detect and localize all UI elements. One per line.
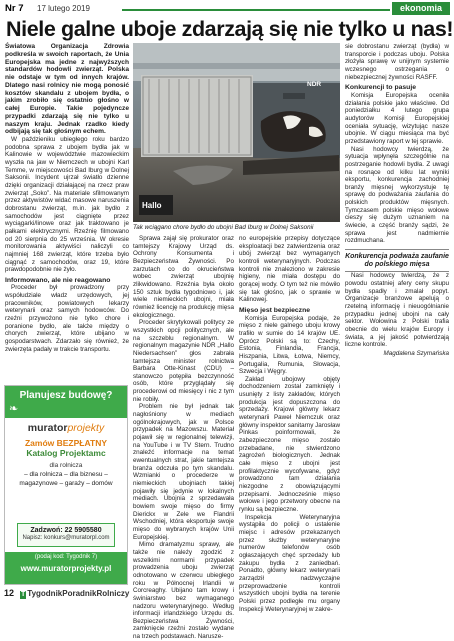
paragraph: Komisja Europejska oceniła działania polskie jako właściwe. Od poniedziałku 4 lutego grupa audytorów Komisji Europejskiej oceniała sytuację, wizytując nasze ubojnie. W ciągu miesiąca ma być przedstawiony raport w tej sprawie. [345,91,449,145]
ad-subtitle: dla rolnicza [49,462,83,469]
page-footer [4,588,450,598]
page-number: 12 [4,588,15,598]
cattle-truck-photo [133,43,340,222]
page-header [0,0,454,17]
paragraph: Proceder był prowadzony przy współudziale władz urzędowych, jej pracowników, powiatowych lekarzy weterynarii oraz samych hodowców. Do rzeźni przywożono nie tylko chore i poranione bydło, ale także między o chorych zwierząt, które ubijano w gospodarstwach. Zdarzało się również, że zwierzęta padały w trakcie transportu. [5,284,129,353]
subheading: Mięso jest bezpieczne [239,306,311,314]
section-tab: ekonomia [392,2,450,15]
pull-quote: Konkurencja podważa zaufanie do polskiego mięsa [345,249,449,272]
ad-phone[interactable]: Zadzwoń: 22 5905580 [30,527,102,534]
paragraph: W paździeniku ubiegłego roku bardzo podobna sprawa z ubojem bydła jak w Kalinowie w województwie mazowieckim wyszła na jaw w Niemczech w ubojni Karl Temme, w miejscowości Bad Iburg w Dolnej Saksonii. Incydent ujrzał światło dzienne dzięki organizacji działającej na rzecz praw zwierząt „Soko”. Na materiale sfilmowanym przez aktywistów widać masowe naruszenia dobrostanu zwierząt, m.in. jak bydło z samochodów jest ciągnięte przez wyciągarki/linowe oraz jak traktowano je pałkami elektrycznymi. Rzeźnię filmowano od 20 sierpnia do 25 września. W okresie monitorowania aktywiści naliczyli co najmniej 168 zwierząt, które trzeba było ciągnąć z samochodów, oraz 19, które prawdopodobnie nie żyło. [5,136,129,274]
article-column-1 [5,43,129,353]
article-photo [133,43,340,222]
paragraph: sie dobrostanu zwierząt (bydła) w transporcie i podczas uboju. Polska złożyła sprawę w unijnym systemie wczesnego ostrzegania o niebezpiecznej żywności RASFF. [345,43,449,81]
article-lead: Światowa Organizacja Zdrowia podkreśla w swoich raportach, że Unia Europejska ma jedne z najwyższych standardów hodowli zwierząt. Polska nie odstaje w tym od innych krajów. Dlatego nasi rolnicy nie mogą ponosić kosztów skandalu z ubojem bydła, o jakim zrobiło się ostatnio głośno w całej Europie. Takie pojedyncze przypadki zdarzają się nie tylko u naszym kraju. Jednak rzadko kiedy odbijają się tak głośnym echem. [5,43,129,136]
ad-offer: Zamów BEZPŁATNY Katalog Projektamc [24,438,107,458]
photo-ndr-label: NDR [307,81,322,88]
author-signature: Magdalena Szymańska [383,349,449,357]
paragraph: Sprawa zajął się prokurator oraz tamtejszy Krajowy Urząd ds. Ochrony Konsumenta i Bezpieczeństwa Żywności. Po zarzutach co do okrucieństwa wobec zwierząt ubojnię zlikwidowano. Rzeźnia była około 150 sztuk bydła tygodniowo i, jak wiele niemieckich ubojni, miała również licencję na produkcję mięsa ekologicznego. [133,235,234,319]
ad-email[interactable]: Napisz: konkurs@muratorpl.com [22,535,110,541]
paragraph: no europejskie przepisy dotyczące eksploatacji bez zatwierdzenia oraz ubój zwierząt bez wymaganych kontroli weterynaryjnych. Podczas kontroli nie znaleziono w zakresie higieny, nie miała dostępu do gorącej wody. O tym też nie mówiło się tak głośno, jak o sprawie w Kalinowej. [239,235,340,304]
ad-title: Planujesz budowę? [19,390,113,401]
ad-footer [5,552,127,584]
advertisement[interactable] [4,385,128,585]
paragraph: Inspekcja Weterynaryjna wystąpiła do policji o ustalenie miejsc i adresów przekazanych przez służby weterynaryjne numerów telefonów osób ogłaszających chęć sprzedaży lub zakupu bydła z zaniedbań. Ponadto, główny lekarz weterynarii zarządził nadzwyczajne przeprowadzenie kontroli wszystkich ubojni bydła na terenie Polski przez podległe mu organy Inspekcji Weterynaryjnej w zakre- [239,513,340,613]
ad-header [5,386,127,418]
issue-date: 17 lutego 2019 [37,4,90,13]
subheading: Informowano, ale nie reagowano [5,276,111,284]
article-column-4 [345,43,449,358]
ad-contact-box [17,523,115,547]
header-rule [122,9,390,11]
ad-url-link[interactable]: www.muratorprojekty.pl [20,564,112,573]
article-column-3 [239,235,340,613]
publication-logo: T TygodnikPoradnikRolniczy [21,589,130,598]
paragraph: Problem nie był jednak tak nagłośniony w mediach ogólnokrajowych, jak w Polsce przypadek na Mazowszu. Materiał pojawił się w regionalnej telewizji, na YouTube i w TV Stern. Trudno znaleźć informacje na temat ewentualnych strat, jakie tamtejsza branża odczuła po tym skandalu. Wzmianki o procederze w niemieckich ubojniach takiej pojawiły się jedynie w lokalnych mediach. Ubojnia z sprzedawała bowiem swoje mięso do firmy Dierickx w Zele we Flandrii Wschodniej, która eksportuje swoje mięso do wybranych krajów Unii Europejskiej. [133,403,234,541]
paragraph: Komisja Europejska podaje, że mięso z niele galnego uboju krowy trafiło w sumie do 14 krajów UE. Oprócz Polski są to: Czechy, Estonia, Finlandia, Francja, Hiszpania, Litwa, Łotwa, Niemcy, Portugalia, Rumunia, Słowacja, Szwecja i Węgry. [239,314,340,376]
paragraph: Proceder skrytykowali politycy ze wszystkich opcji politycznych, ale na szczeblu regionalnym. W regionalnym magazynie NDR „Hallo Niedersachsen” głos zabrała tamtejsza minister rolnictwa Barbara Otte-Kinast (CDU) – stanowczo potępiła bezczynność osób, które przyglądały się procederowi od miesięcy i nic z tym nie robiły. [133,319,234,403]
ad-brand: muratorprojekty [27,422,105,434]
photo-caption: Tak wciągano chore bydło do ubojni Bad Iburg w Dolnej Saksonii [133,224,314,231]
paragraph: Nasi hodowcy twierdzą, że sytuacja wpłynęła szczególnie na postrzeganie hodowli bydła. Z uwagi na rosnące od kilku lat wyniki eksportu, konkurencja zachodniej branży mięsnej wykorzystuje tę sprawę do podważania zaufania do polskich produktów mięsnych. Tymczasem polskie mięso wołowe cieszy się dużym uznaniem na świecie, a część branży sądzi, że sprawa jest nadmiernie rozdmuchana. [345,145,449,245]
ad-code: (podaj kod: Tygodnik 7) [34,554,98,560]
paragraph: Zakład ubojowy objęty dochodzeniem został zamknięty i usunięty z listy zakładów, których produkcja jest dopuszczona do sprzedaży. Krajowi główny lekarz weterynarii Paweł Niemczuk oraz główny inspektor sanitarny Jarosław Pinkas poinformowali, że zabezpieczone mięso zostało przebadane, nie stwierdzono zagrożeń biologicznych. Jednak całe mięso z ubojni jest profilaktycznie wycofywane, gdyż prowadzono tam działania niezgodne z obowiązującymi przepisami. Jednocześnie mięso wołowe i jego przetwory obecne na rynku są bezpieczne. [239,375,340,513]
article-headline: Niele galne uboje zdarzają się nie tylko u nas! [6,17,454,41]
subheading: Konkurencji to pasuje [345,84,417,92]
paragraph: Nasi hodowcy twierdzą, że z powodu ostatniej afery ceny skupu bydła spadły i zmalał popyt. Organizacje branżowe apelują o rzetelną informację i nieuogólnianie przypadku jednej ubojni na cały sektor. Wołowina z Polski trafia obecnie do wielu krajów Europy i świata, a jej jakość potwierdzają liczne kontrole. [345,272,449,349]
ad-list: – dla rolnicza – dla biznesu – magazynowe – garaży – domów [19,471,113,487]
photo-hallo-label: Hallo [142,201,162,210]
paragraph: Mimo dramatyzmu sprawy, ale także nie należy zgodzić z wszelkimi normami przypadek prowadzenia uboju zwierząt odnotowano w czerwcu ubiegłego roku w Północnej Irlandii w Corcreaghy. Ubijano tam krowy i świniarstwo bez wymaganego nadzoru weterynaryjnego. Według informacji irlandzkiego Urzędu ds. Bezpieczeństwa Żywności, zamknięcie rzeźni zostało wydane na trzech podstawach. Narusze- [133,541,234,641]
issue-number: Nr 7 [5,3,24,14]
article-column-2 [133,235,234,641]
leaf-icon: ❧ [9,403,19,415]
